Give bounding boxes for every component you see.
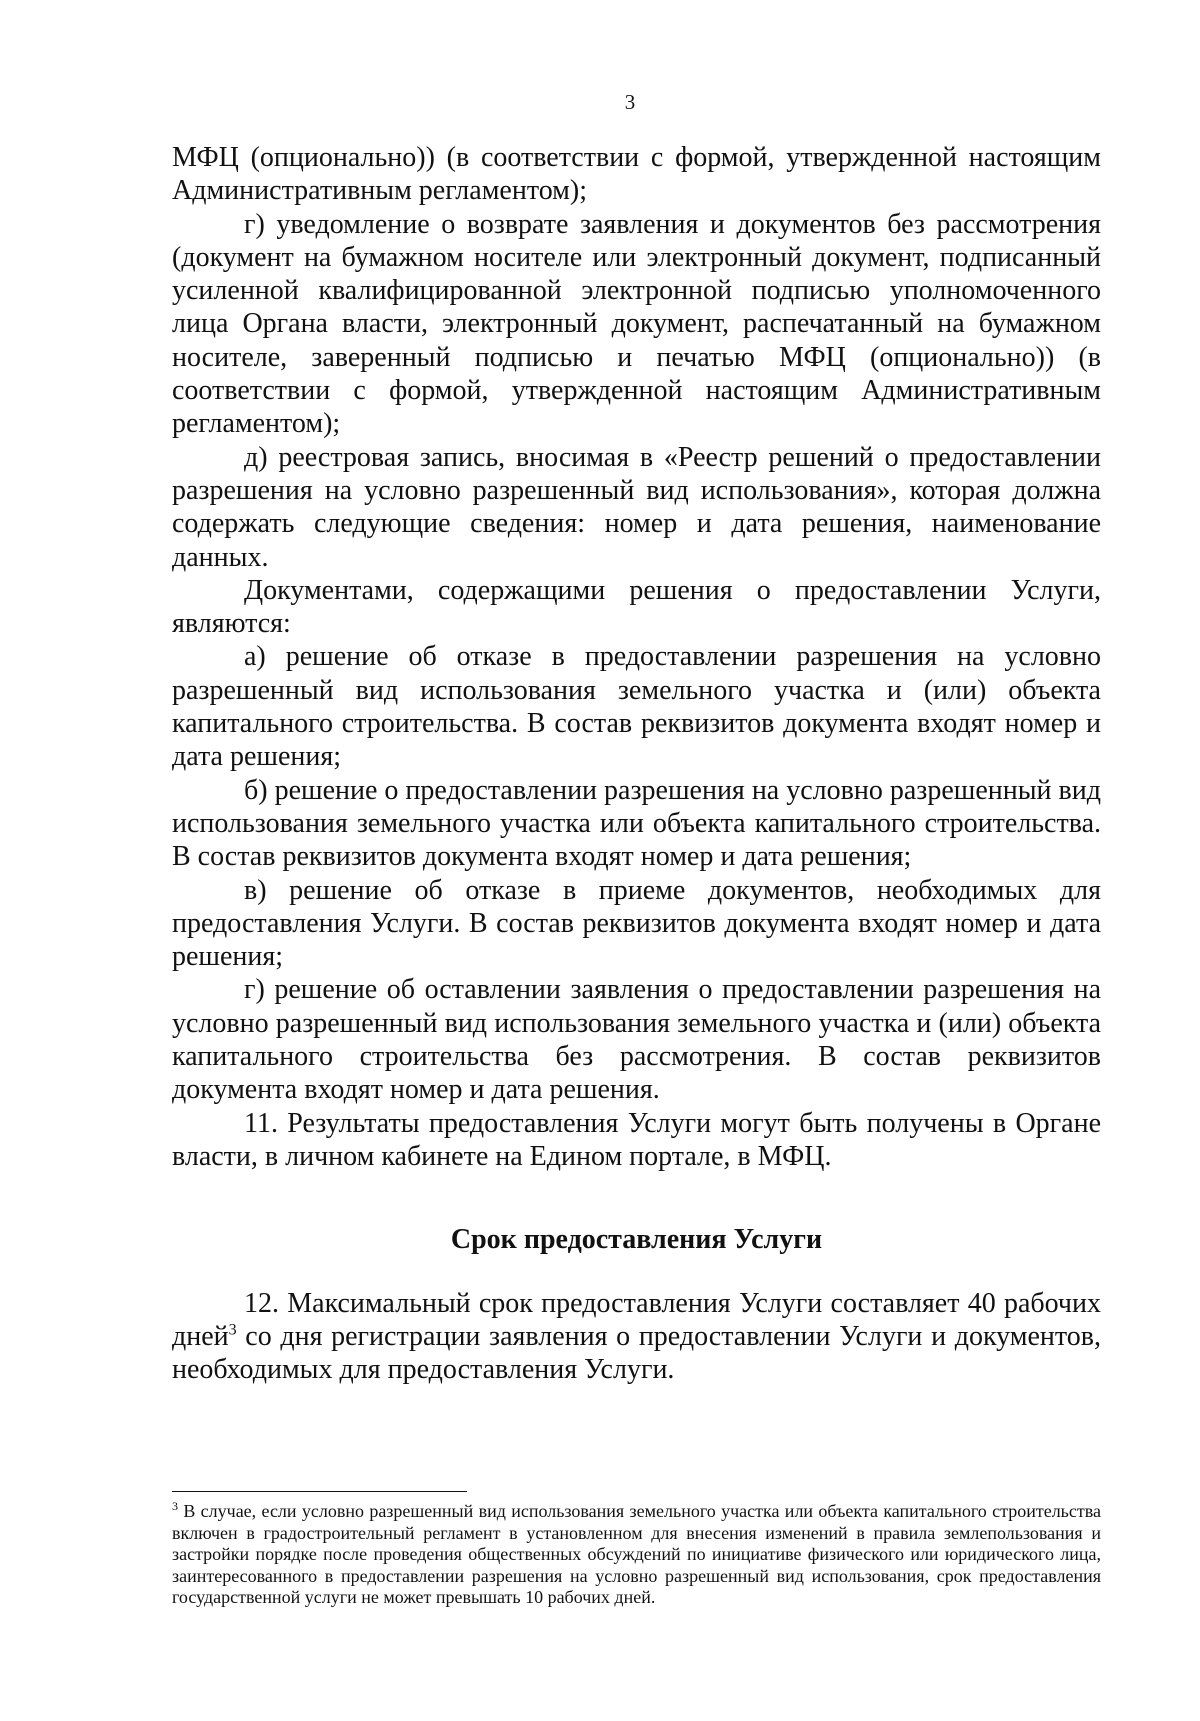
paragraph-item-g-decision: г) решение об оставлении заявления о предоставлении разрешения на условно разрешенный вид использования земельного участка и (или) объекта капитального строительства без рассмотрения. В состав реквизитов документа входят номер и дата решения. — [172, 974, 1101, 1106]
footnote-mark: 3 — [172, 1499, 178, 1513]
paragraph-11: 11. Результаты предоставления Услуги могут быть получены в Органе власти, в личном кабинете на Едином портале, в МФЦ. — [172, 1107, 1101, 1172]
section-heading: Срок предоставления Услуги — [450, 1224, 823, 1256]
footnote-text: В случае, если условно разрешенный вид использования земельного участка или объекта капитального строительства включен в градостроительный регламент в установленном для внесения изменений в правила землепользования и застройки порядке после проведения общественных обсуждений по инициативе физического или юридического лица, заинтересованного в предоставлении разрешения на условно разрешенный вид использования, срок предоставления государственной услуги не может превышать 10 рабочих дней. — [172, 1501, 1101, 1607]
paragraph-item-v: в) решение об отказе в приеме документов, необходимых для предоставления Услуги. В состав реквизитов документа входят номер и дата решения; — [172, 874, 1101, 973]
paragraph-12 — [172, 1287, 1101, 1387]
paragraph-decision-documents: Документами, содержащими решения о предоставлении Услуги, являются: — [172, 574, 1101, 640]
footnote — [172, 1501, 1101, 1609]
paragraph-item-d-registry: д) реестровая запись, вносимая в «Реестр решений о предоставлении разрешения на условно разрешенный вид использования», которая должна содержать следующие сведения: номер и дата решения, наименование данных. — [172, 441, 1101, 573]
paragraph-item-b: б) решение о предоставлении разрешения на условно разрешенный вид использования земельного участка или объекта капитального строительства. В состав реквизитов документа входят номер и дата решения; — [172, 774, 1101, 873]
paragraph-12-text-start: 12. Максимальный срок предоставления Услуги составляет 40 рабочих дней — [172, 1287, 1101, 1352]
document-body — [172, 141, 1101, 1386]
paragraph-item-a: а) решение об отказе в предоставлении разрешения на условно разрешенный вид использования земельного участка и (или) объекта капитального строительства. В состав реквизитов документа входят номер и дата решения; — [172, 641, 1101, 773]
paragraph-item-g-notice: г) уведомление о возврате заявления и документов без рассмотрения (документ на бумажном носителе или электронный документ, подписанный усиленной квалифицированной электронной подписью уполномоченного лица Органа власти, электронный документ, распечатанный на бумажном носителе, заверенный подписью и печатью МФЦ (опционально)) (в соответствии с формой, утвержденной настоящим Административным регламентом); — [172, 208, 1101, 440]
footnote-separator — [172, 1491, 467, 1492]
paragraph-continuation: МФЦ (опционально)) (в соответствии с формой, утвержденной настоящим Административным регламентом); — [172, 142, 1101, 207]
page-number: 3 — [624, 90, 636, 114]
footnote-reference: 3 — [228, 1321, 237, 1339]
paragraph-12-text-end: со дня регистрации заявления о предоставлении Услуги и документов, необходимых для предоставления Услуги. — [172, 1320, 1101, 1386]
